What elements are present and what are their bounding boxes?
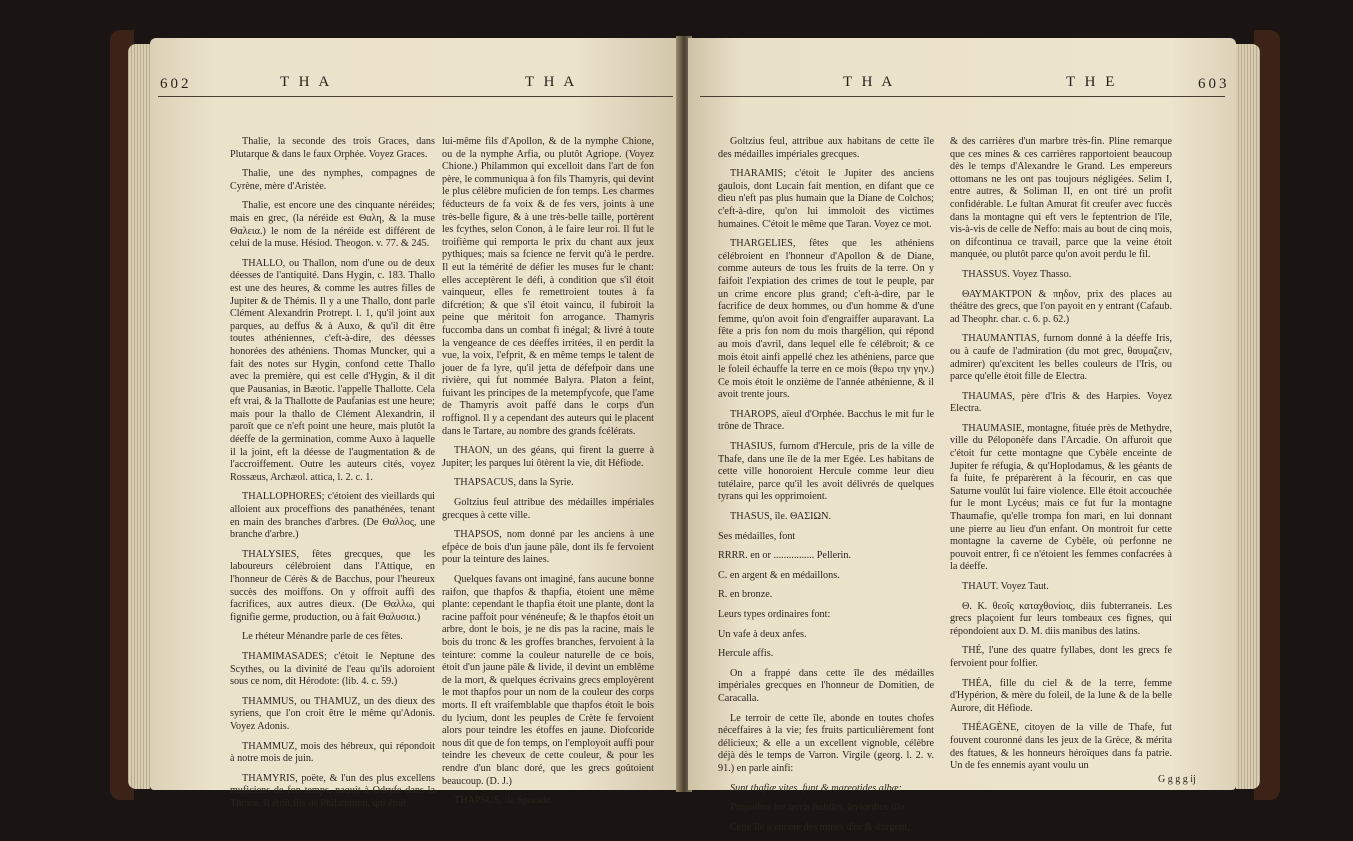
entry: THAUMASIE, montagne, fituée près de Methydre, ville du Péloponèfe dans l'Arcadie. On affuroit que c'étoit fur cette montagne que Cybèle enceinte de Jupiter fe réfugia, & qu'Hoplodamus, & les géants de fa fuite, fe préparèrent à la fécourir, en cas que Saturne voulût lui faire violence. Elle étoit accouchée fur le mont Lycéus; mais ce fut fur la montagne Thaumafie, qu'elle trompa fon mari, en lui donnant une pierre au lieu d'un enfant. On montroit fur cette montagne la caverne de Cybèle, où perfonne ne pouvoit entrer, fi ce n'étoient les femmes confacrées à la déeffe. <box>950 422 1172 573</box>
left-page <box>150 38 680 809</box>
page-edges-left <box>128 44 150 789</box>
entry: THAMYRIS, poëte, & l'un des plus excellens muficiens de fon temps, naquit à Odryfe dans la Thrace. Il étoit fils de Philammon, qui étoit <box>230 772 435 809</box>
entry: Quelques favans ont imaginé, fans aucune bonne raifon, que thapfos & thapfia, étoient une même plante: cependant le thapfia étoit une plante, dont la racine paffoit pour vénéneufe; & le thapfos étoit un arbre, dont le bois, je ne dis pas la racine, mais le bois du tronc & les groffes branches, fervoient à la teinture: comme la couleur naturelle de ce bois, étoit d'un jaune pâle & livide, il devint un emblême de la mort, & quelques écrivains grecs employèrent le mot thapfos pour un nom de la couleur des corps morts. Il eft vraifemblable que thapfos étoit le bois du lycium, dont les peuples de Crète fe fervoient alors pour teindre les étoffes en jaune. Diofcoride nous dit que de fon temps, on l'employoit auffi pour teindre les cheveux de cette couleur, & pour les rendre d'un blanc doré, que les grecs goûtoient beaucoup. (D. J.) <box>442 574 654 787</box>
entry: THASUS, île. ΘΑΣΙΩΝ. <box>730 511 832 523</box>
entry: THAPSACUS, dans la Syrie. <box>454 477 574 489</box>
signature-mark: G g g g ij <box>1158 774 1196 785</box>
right-header-col2: T H E <box>1066 74 1118 90</box>
entry: THAROPS, aïeul d'Orphée. Bacchus le mit fur le trône de Thrace. <box>718 408 934 433</box>
entry: Le rhéteur Ménandre parle de ces fêtes. <box>242 631 403 643</box>
entry: THALYSIES, fêtes grecques, que les laboureurs célébroient dans l'Attique, en l'honneur de Cérès & de Bacchus, pour l'heureux succès des moiffons. On y offroit auffi des facrifices, aux autres dieux. (De Θαλλω, qui fignifie germe, production, ou à fait Θαλυσια.) <box>230 548 435 623</box>
entry: THÉAGÈNE, citoyen de la ville de Thafe, fut fouvent couronné dans les jeux de la Grèce, & mérita des ftatues, & les honneurs héroïques dans fa patrie. Un de fes ennemis ayant voulu un <box>950 722 1172 772</box>
entry: Un vafe à deux anfes. <box>718 628 807 640</box>
right-page <box>688 38 1236 833</box>
entry: Goltzius feul attribue des médailles impériales grecques à cette ville. <box>442 497 654 521</box>
entry: Thalie, la seconde des trois Graces, dans Plutarque & dans le faux Orphée. Voyez Graces. <box>230 136 435 160</box>
entry: Hercule affis. <box>718 648 774 660</box>
entry: On a frappé dans cette île des médailles impériales grecques en l'honneur de Domitien, de Caracalla. <box>718 667 934 704</box>
entry: THAON, un des géans, qui firent la guerre à Jupiter; les parques lui ôtèrent la vie, dit Héfiode. <box>442 445 654 469</box>
verse: Sunt thafiæ vites, funt & mareotides albæ: <box>730 782 902 794</box>
left-column-1 <box>230 136 435 818</box>
entry: THAMIMASADES; c'étoit le Neptune des Scythes, ou la divinité de l'eau qu'ils adoroient sous ce nom, dit Hérodote: (lib. 4. c. 59.) <box>230 650 435 688</box>
entry: Le terroir de cette île, abonde en toutes chofes néceffaires à la vie; fes fruits particulièrement font délicieux; & elle a un excellent vignoble, célèbre déjà dès le temps de Varron. Virgile (georg. l. 2. v. 91.) en parle ainfi: <box>718 712 934 774</box>
entry: R. en bronze. <box>718 589 773 601</box>
entry: ΘΑΥΜΑΚΤΡΟΝ & πηδον, prix des places au théâtre des grecs, que l'on payoit en y entrant (Cafaub. ad Theophr. char. c. 6. p. 62.) <box>950 288 1172 325</box>
right-header-rule <box>700 96 1225 97</box>
entry: THAMMUS, ou THAMUZ, un des dieux des syriens, que l'on croit être le même qu'Adonis. Voyez Adonis. <box>230 695 435 732</box>
entry: & des carrières d'un marbre très-fin. Pline remarque que ces mines & ces carrières rapportoient beaucoup dès le temps d'Alexandre le Grand. Les empereurs ottomans ne les ont pas toujours négligées. Selim I, entre autres, & Soliman II, en ont tiré un profit confidérable. Le fultan Amurat fit creufer avec fuccès dans la montagne qui eft vers le feptentrion de l'île, vis-à-vis de celle de Neffo: mais au bout de cinq mois, on difcontinua ce travail, parce que la veine étoit manquée, ou plutôt parce qu'on avoit perdu le fil. <box>950 136 1172 261</box>
entry: THÉ, l'une des quatre fyllabes, dont les grecs fe fervoient pour folfier. <box>950 645 1172 669</box>
entry: THARAMIS; c'étoit le Jupiter des anciens gaulois, dont Lucain fait mention, en difant que ce dieu n'eft pas plus humain que la Diane de Colchos; c'eft-à-dire, qu'on lui immoloit des victimes humaines. C'étoit le même que Taran. Voyez ce mot. <box>718 168 934 230</box>
left-page-number: 602 <box>160 76 192 92</box>
entry: Θ. Κ. θεοῖς καταχθονίοις, diis fubterraneis. Les grecs plaçoient fur leurs tombeaux ces fignes, qui répondoient aux D. M. diis manibus des latins. <box>950 600 1172 637</box>
right-header-col1: T H A <box>843 74 896 90</box>
entry: lui-même fils d'Apollon, & de la nymphe Chione, ou de la nymphe Arfia, ou plutôt Agriope. (Voyez Chione.) Philammon qui excelloit dans l'art de fon père, le communiqua à fon fils Thamyris, qui devint le plus célèbre muficien de fon temps. Les charmes féducteurs de fa voix & de fes vers, joints à une très-belle figure, & à une très-belle taille, portèrent les fcythes, selon Conon, à le faire leur roi. Il fut le troifième qui remporta le prix du chant aux jeux pythiques; mais sa fcience ne fervit qu'à le perdre. Il eut la témérité de défier les muses fur le chant: elles acceptèrent le défi, à condition que s'il étoit vainqueur, elles fe remettroient toutes à fa difcrétion; & que s'il étoit vaincu, il fubiroit la peine que méritoit fon arrogance. Thamyris fuccomba dans un combat fi inégal; & livré à toute la vengeance de ces déeffes irritées, il en perdit la vue, la voix, l'efprit, & en même temps le talent de jouer de fa lyre, qu'il jetta de défefpoir dans une rivière, qui fut nommée Balyra. Platon a feint, fuivant les principes de la metempfycofe, que l'ame de Thamyris avoit paffé dans le corps d'un roffignol. Il y a cependant des auteurs qui le placent dans le Tartare, au nombre des grands fcélérats. <box>442 136 655 437</box>
entry: THALLOPHORES; c'étoient des vieillards qui alloient aux proceffions des panathénées, tenant en main des branches d'arbres. (De Θαλλος, une branche d'arbre.) <box>230 491 435 541</box>
entry: THARGELIES, fêtes que les athéniens célébroient en l'honneur d'Apollon & de Diane, comme auteurs de tous les fruits de la terre. On y faifoit l'expiation des crimes de tout le peuple, par un crime encore plus grand; c'eft-à-dire, par le facrifice de deux hommes, ou d'un homme & d'une femme, qu'on avoit foin d'engraiffer auparavant. La fête a pris fon nom du mois thargélion, qui répond au mois d'avril, dans lequel elle fe célébroit; & ce mois étoit ainfi appellé chez les athéniens, parce que le foleil échauffe la terre en ce mois (θερω την γην.) Ce mois étoit le onzième de l'année athénienne, & il avoit trente jours. <box>718 238 934 401</box>
entry: THASSUS. Voyez Thasso. <box>962 268 1072 280</box>
left-header-col1: T H A <box>280 74 333 90</box>
entry: Cette île a encore des mines d'or & d'argent, <box>730 821 910 833</box>
entry: THALLO, ou Thallon, nom d'une ou de deux déesses de l'antiquité. Dans Hygin, c. 183. Thallo est une des heures, & comme les autres filles de Jupiter & de Thémis. Il y a une Thallo, dont parle Clément Alexandrin Protrept. l. 1, qu'il joint aux parques, au deffus & à Auxo, & qu'il dit être toutes athéniennes, c'eft-à-dire, des déesses honorées des athéniens. Thomas Muncker, qui a fait des notes sur Hygin, confond cette Thallo avec la première, qui est celle d'Hygin, & il dit que Pausanias, in Bæotic. l'appelle Thallotte. Cela eft vrai, & la Thallotte de Paufanias est une heure; mais pour la thallo de Clément Alexandrin, il paroît que ce n'eft point une heure, mais plutôt la déeffe de la germination, comme Auxo à laquelle il la joint, eft la déesse de l'augmentation & de l'accroiffement. Outre les auteurs cités, voyez Rossæus, Archæol. attica, l. 2. c. 1. <box>230 257 435 483</box>
entry: THAMMUZ, mois des hébreux, qui répondoit à notre mois de juin. <box>230 740 435 765</box>
entry: Leurs types ordinaires font: <box>718 609 831 620</box>
entry: THÉA, fille du ciel & de la terre, femme d'Hypérion, & mère du foleil, de la lune & de la belle Aurore, dit Héfiode. <box>950 677 1172 714</box>
entry: RRRR. en or ................ Pellerin. <box>718 550 851 562</box>
right-column-1 <box>718 136 934 841</box>
entry: THAUMAS, père d'Iris & des Harpies. Voyez Electra. <box>950 390 1172 415</box>
verse: Pinguibus hæ terris habiles, levioribus illa. <box>730 802 907 814</box>
left-header-col2: T H A <box>525 74 578 90</box>
entry: Goltzius feul, attribue aux habitans de cette île des médailles impériales grecques. <box>718 136 934 160</box>
entry: Thalie, une des nymphes, compagnes de Cyrène, mère d'Aristée. <box>230 168 435 192</box>
right-page-number: 603 <box>1198 76 1230 92</box>
page-edges-right <box>1236 44 1260 789</box>
left-column-2 <box>442 136 654 815</box>
entry: C. en argent & en médaillons. <box>718 569 840 581</box>
entry: THAPSOS, nom donné par les anciens à une efpèce de bois d'un jaune pâle, dont ils fe fervoient pour la teinture des laines. <box>442 529 654 566</box>
right-column-2 <box>950 136 1172 780</box>
entry: Ses médailles, font <box>718 530 796 542</box>
entry: THAUT. Voyez Taut. <box>962 581 1049 592</box>
entry: THASIUS, furnom d'Hercule, pris de la ville de Thafe, dans une île de la mer Egée. Les habitans de cette ville honoroient Hercule comme leur dieu tutélaire, parce qu'il les avoit délivrés de quelques tyrans qui les opprimoient. <box>718 441 934 503</box>
entry: Thalie, est encore une des cinquante néréides; mais en grec, (la néréide est Θαλη, & la muse Θαλεια.) le nom de la néréide est différent de celui de la muse. Hésiod. Theogon. v. 77. & 245. <box>230 200 435 250</box>
entry: THAPSUS, ile Sporade. <box>454 795 554 807</box>
left-header-rule <box>158 96 673 97</box>
entry: THAUMANTIAS, furnom donné à la déeffe Iris, ou à caufe de l'admiration (du mot grec, θαυμαζειν, admirer) qu'excitent les belles couleurs de l'Iris, ou parce qu'elle étoit fille de Electra. <box>950 333 1172 383</box>
